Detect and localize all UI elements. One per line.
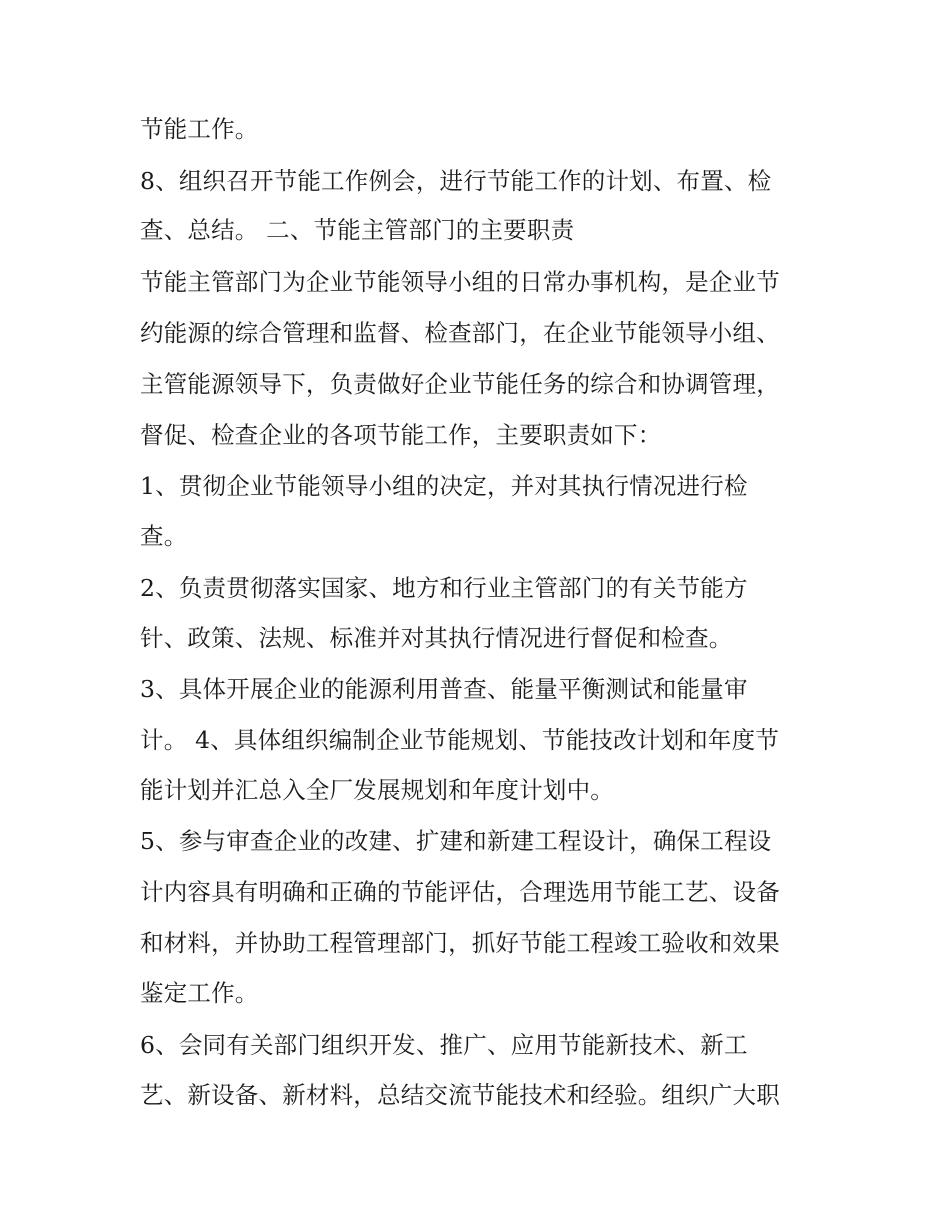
text-line: 约能源的综合管理和监督、检查部门，在企业节能领导小组、 bbox=[140, 319, 780, 347]
text-line: 节能工作。 bbox=[140, 115, 259, 143]
text-line: 督促、检查企业的各项节能工作，主要职责如下： bbox=[140, 421, 662, 449]
text-line: 计内容具有明确和正确的节能评估，合理选用节能工艺、设备 bbox=[140, 878, 780, 906]
text-line: 节能主管部门为企业节能领导小组的日常办事机构，是企业节 bbox=[140, 268, 780, 296]
text-line: 5、参与审查企业的改建、扩建和新建工程设计，确保工程设 bbox=[140, 827, 772, 855]
text-line: 2、负责贯彻落实国家、地方和行业主管部门的有关节能方 bbox=[140, 574, 748, 602]
text-line: 3、具体开展企业的能源利用普查、能量平衡测试和能量审 bbox=[140, 675, 748, 703]
text-line: 鉴定工作。 bbox=[140, 979, 259, 1007]
text-line: 8、组织召开节能工作例会，进行节能工作的计划、布置、检 bbox=[140, 167, 772, 195]
text-line: 计。 4、具体组织编制企业节能规划、节能技改计划和年度节 bbox=[140, 726, 780, 754]
text-line: 主管能源领导下，负责做好企业节能任务的综合和协调管理， bbox=[140, 370, 780, 398]
text-line: 查、总结。 二、节能主管部门的主要职责 bbox=[140, 216, 575, 244]
text-line: 针、政策、法规、标准并对其执行情况进行督促和检查。 bbox=[140, 624, 733, 652]
text-line: 6、会同有关部门组织开发、推广、应用节能新技术、新工 bbox=[140, 1031, 748, 1059]
text-line: 能计划并汇总入全厂发展规划和年度计划中。 bbox=[140, 776, 614, 804]
text-line: 1、贯彻企业节能领导小组的决定，并对其执行情况进行检 bbox=[140, 472, 748, 500]
text-line: 和材料，并协助工程管理部门，抓好节能工程竣工验收和效果 bbox=[140, 929, 780, 957]
text-line: 艺、新设备、新材料，总结交流节能技术和经验。组织广大职 bbox=[140, 1081, 780, 1109]
text-line: 查。 bbox=[140, 522, 188, 550]
